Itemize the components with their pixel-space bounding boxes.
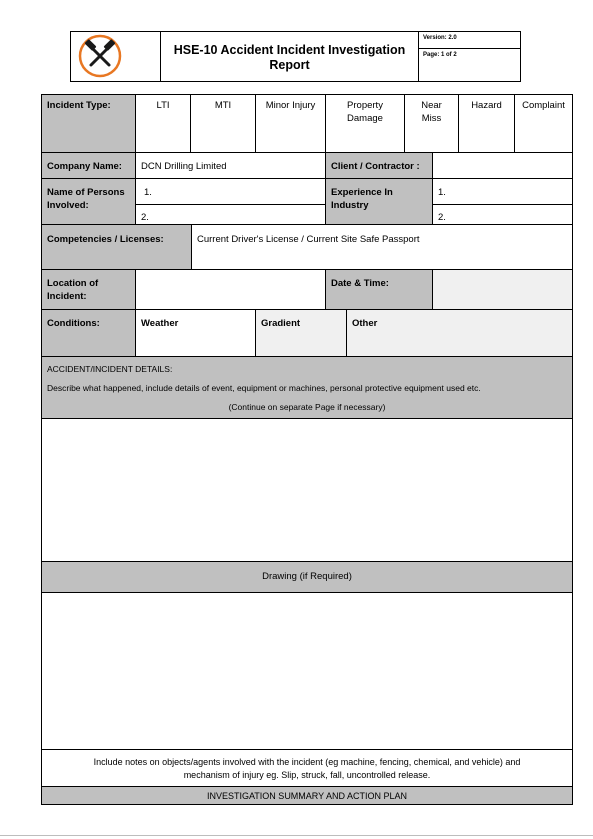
title-line-2: Report	[269, 58, 310, 72]
header-divider-right	[418, 31, 419, 82]
experience-2-field[interactable]: 2.	[432, 204, 573, 225]
company-name-label: Company Name:	[41, 152, 136, 179]
incident-type-complaint[interactable]: Complaint	[514, 94, 573, 153]
person-2-field[interactable]: 2.	[135, 204, 326, 225]
experience-1-field[interactable]: 1.	[432, 178, 573, 205]
competencies-field[interactable]: Current Driver's License / Current Site Safe Passport	[191, 224, 573, 270]
experience-label: Experience In Industry	[325, 178, 433, 225]
version-label: Version: 2.0	[423, 35, 457, 41]
crossed-hammers-icon	[77, 33, 123, 79]
company-logo	[77, 33, 123, 79]
conditions-label: Conditions:	[41, 309, 136, 357]
title-line-1: HSE-10 Accident Incident Investigation	[173, 43, 406, 57]
persons-involved-label: Name of Persons Involved:	[41, 178, 136, 225]
client-contractor-field[interactable]	[432, 152, 573, 179]
incident-type-hazard[interactable]: Hazard	[458, 94, 515, 153]
details-continue-note: (Continue on separate Page if necessary)	[228, 402, 386, 412]
investigation-summary-header: INVESTIGATION SUMMARY AND ACTION PLAN	[41, 786, 573, 805]
incident-type-property-damage[interactable]: Property Damage	[325, 94, 405, 153]
location-label: Location of Incident:	[41, 269, 136, 310]
incident-type-lti[interactable]: LTI	[135, 94, 191, 153]
header-divider-version	[418, 48, 521, 49]
details-section-header	[41, 356, 573, 419]
incident-type-near-miss[interactable]: Near Miss	[404, 94, 459, 153]
details-heading: ACCIDENT/INCIDENT DETAILS:	[47, 364, 173, 374]
location-field[interactable]	[135, 269, 326, 310]
drawing-area[interactable]	[41, 592, 573, 750]
document-title	[161, 43, 418, 73]
details-description: Describe what happened, include details of event, equipment or machines, personal protective equipment used etc.	[47, 383, 481, 393]
person-1-field[interactable]: 1.	[135, 178, 326, 205]
notes-line-2: mechanism of injury eg. Slip, struck, fall, uncontrolled release.	[183, 769, 431, 780]
page-bottom-edge	[0, 835, 593, 836]
incident-type-label: Incident Type:	[41, 94, 136, 153]
company-name-field[interactable]: DCN Drilling Limited	[135, 152, 326, 179]
page-label: Page: 1 of 2	[423, 52, 457, 58]
details-text-area[interactable]	[41, 418, 573, 562]
incident-type-mti[interactable]: MTI	[190, 94, 256, 153]
gradient-field[interactable]: Gradient	[255, 309, 347, 357]
date-time-label: Date & Time:	[325, 269, 433, 310]
incident-type-minor-injury[interactable]: Minor Injury	[255, 94, 326, 153]
drawing-section-header: Drawing (if Required)	[41, 561, 573, 593]
notes-line-1: Include notes on objects/agents involved with the incident (eg machine, fencing, chemical, and vehicle) and	[93, 757, 521, 767]
other-field[interactable]: Other	[346, 309, 573, 357]
competencies-label: Competencies / Licenses:	[41, 224, 192, 270]
date-time-field[interactable]	[432, 269, 573, 310]
weather-field[interactable]: Weather	[135, 309, 256, 357]
client-contractor-label: Client / Contractor :	[325, 152, 433, 179]
notes-row	[41, 749, 573, 787]
